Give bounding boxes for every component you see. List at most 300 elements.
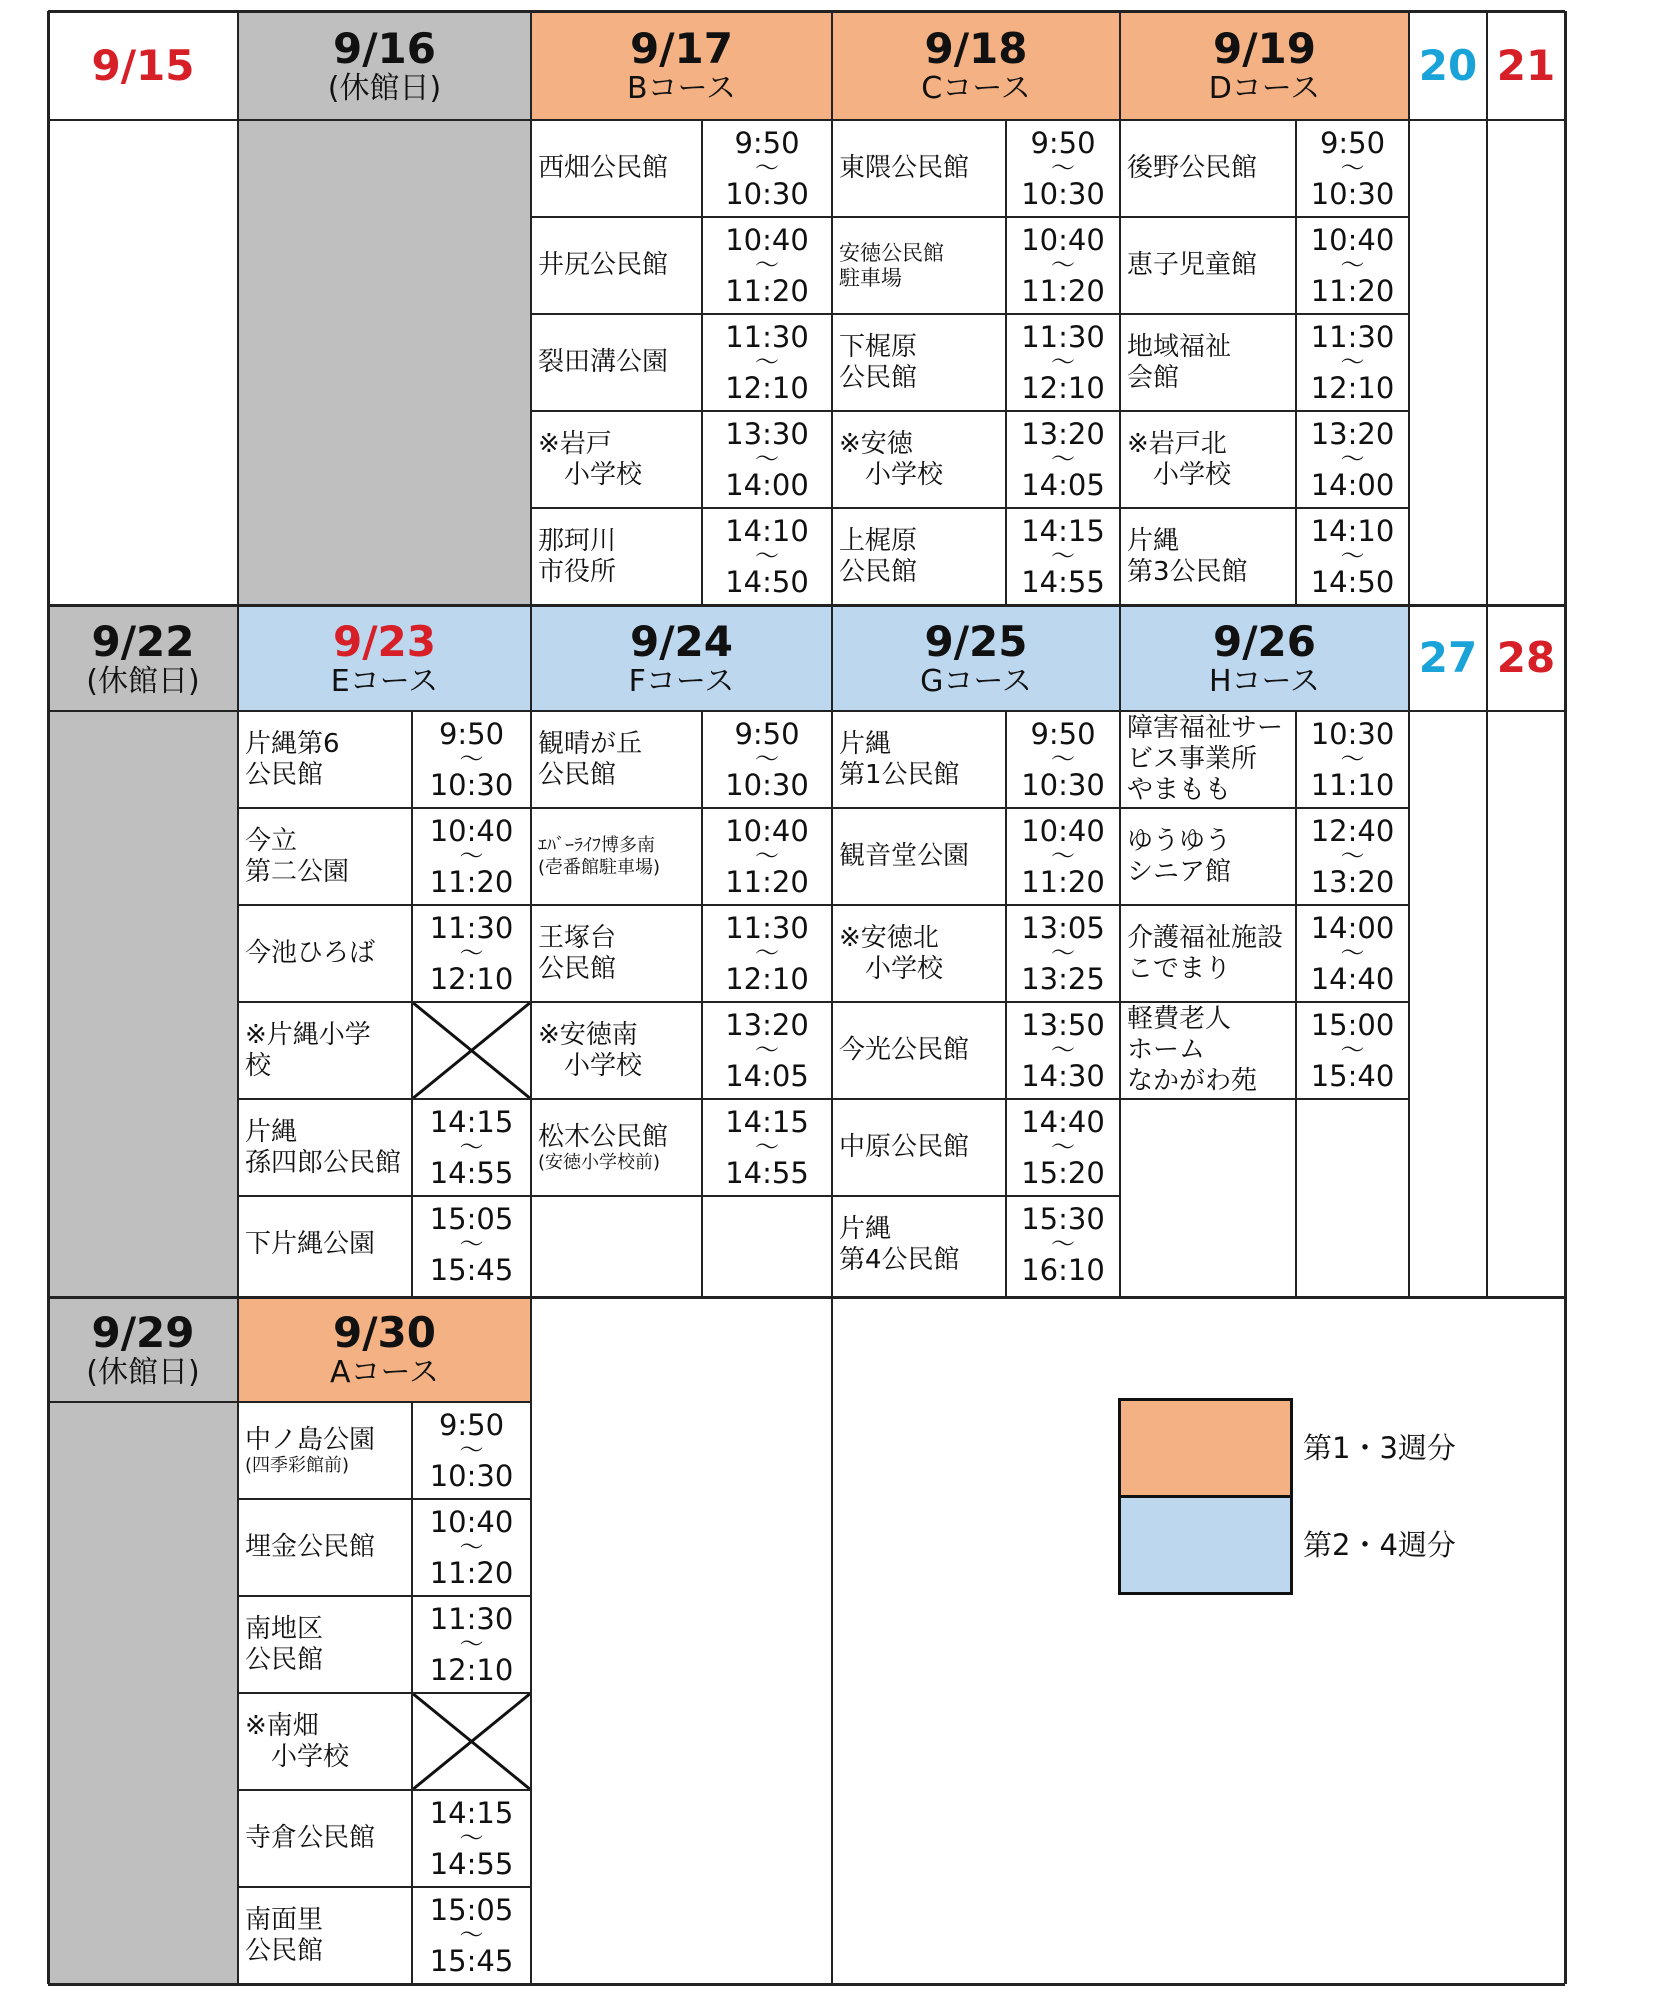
date-label: 27 xyxy=(1418,633,1478,683)
range-tilde: ～ xyxy=(459,1436,484,1465)
end-time: 15:45 xyxy=(429,1943,514,1978)
start-time: 15:00 xyxy=(1310,1007,1395,1042)
start-time: 10:40 xyxy=(1310,222,1395,257)
stop-name: 南地区 公民館 xyxy=(245,1613,324,1675)
stop-place xyxy=(1120,120,1296,217)
end-time: 12:10 xyxy=(429,1652,514,1687)
stop-place xyxy=(531,120,702,217)
stop-time xyxy=(1296,314,1409,411)
stop-place xyxy=(1120,411,1296,508)
grid-line xyxy=(531,313,1409,315)
end-time: 16:10 xyxy=(1021,1252,1105,1287)
end-time: 14:00 xyxy=(1310,467,1395,502)
grid-line xyxy=(1408,605,1410,1297)
range-tilde: ～ xyxy=(755,445,779,474)
end-time: 12:10 xyxy=(1310,370,1395,405)
end-time: 13:25 xyxy=(1021,961,1105,996)
end-time: 12:10 xyxy=(725,370,809,405)
date-label: 9/26 xyxy=(1212,616,1316,666)
range-tilde: ～ xyxy=(459,1533,484,1562)
grid-line xyxy=(1119,605,1121,1297)
course-label: Dコース xyxy=(1208,71,1321,107)
range-tilde: ～ xyxy=(1340,251,1365,280)
start-time: 9:50 xyxy=(734,125,800,160)
start-time: 13:05 xyxy=(1021,910,1105,945)
date-label: 9/29 xyxy=(91,1308,195,1358)
grid-line xyxy=(1295,711,1297,1297)
stop-time xyxy=(702,217,832,314)
start-time: 13:50 xyxy=(1021,1007,1105,1042)
stop-name: ※岩戸 小学校 xyxy=(538,428,643,490)
stop-name: 今立 第二公園 xyxy=(245,825,350,887)
stop-place xyxy=(1120,217,1296,314)
stop-name: 軽費老人 ホーム なかがわ苑 xyxy=(1127,1004,1258,1096)
range-tilde: ～ xyxy=(1340,842,1365,871)
start-time: 11:30 xyxy=(429,910,514,945)
course-label: Hコース xyxy=(1208,663,1321,699)
course-label: Fコース xyxy=(628,663,735,699)
stop-time xyxy=(412,1402,531,1499)
grid-line xyxy=(238,904,1120,906)
header-sat xyxy=(1409,11,1487,120)
cancelled-mark xyxy=(412,1693,531,1790)
legend-label xyxy=(1303,1398,1543,1495)
stop-place xyxy=(531,808,702,905)
end-time: 11:20 xyxy=(429,864,514,899)
start-time: 14:15 xyxy=(429,1104,514,1139)
stop-time xyxy=(412,711,531,808)
range-tilde: ～ xyxy=(1340,542,1365,571)
date-label: 20 xyxy=(1418,40,1478,90)
grid-line xyxy=(530,1297,532,1984)
start-time: 15:05 xyxy=(429,1201,514,1236)
range-tilde: ～ xyxy=(755,348,779,377)
stop-name: ※安徳北 小学校 xyxy=(839,922,944,984)
grid-line xyxy=(48,1296,1565,1299)
stop-name: 南面里 公民館 xyxy=(245,1904,324,1966)
stop-name: ※安徳 小学校 xyxy=(839,428,944,490)
grid-line xyxy=(531,216,1409,218)
header-sun xyxy=(1487,11,1565,120)
range-tilde: ～ xyxy=(1340,745,1365,774)
end-time: 10:30 xyxy=(725,176,809,211)
header-9-16 xyxy=(238,11,531,120)
grid-line xyxy=(238,1595,531,1597)
grid-line xyxy=(238,807,1120,809)
course-label: Gコース xyxy=(920,663,1032,699)
end-time: 14:55 xyxy=(429,1155,514,1190)
stop-place xyxy=(238,1499,412,1596)
range-tilde: ～ xyxy=(459,1630,484,1659)
course-label: Aコース xyxy=(329,1355,440,1391)
cross-icon xyxy=(412,1693,531,1790)
grid-line xyxy=(531,410,1409,412)
header-9-26 xyxy=(1120,605,1409,711)
start-time: 9:50 xyxy=(438,716,505,751)
end-time: 14:50 xyxy=(725,564,809,599)
stop-time xyxy=(1006,314,1120,411)
range-tilde: ～ xyxy=(1340,1036,1365,1065)
stop-time xyxy=(412,1099,531,1196)
cancelled-mark xyxy=(412,1002,531,1099)
stop-name: 片縄 孫四郎公民館 xyxy=(245,1116,402,1178)
end-time: 10:30 xyxy=(1021,767,1105,802)
range-tilde: ～ xyxy=(755,154,779,183)
stop-name: 片縄第6 公民館 xyxy=(245,728,340,790)
end-time: 14:55 xyxy=(1021,564,1105,599)
end-time: 14:55 xyxy=(429,1846,514,1881)
end-time: 12:10 xyxy=(725,961,809,996)
stop-time xyxy=(702,314,832,411)
grid-line xyxy=(831,1297,833,1984)
range-tilde: ～ xyxy=(755,542,779,571)
stop-time xyxy=(702,1099,832,1196)
grid-line xyxy=(237,605,239,1297)
date-label: 28 xyxy=(1496,633,1556,683)
stop-place xyxy=(238,1099,412,1196)
stop-name: 安徳公民館 駐車場 xyxy=(839,240,944,290)
header-9-24 xyxy=(531,605,832,711)
stop-time xyxy=(412,1790,531,1887)
start-time: 14:10 xyxy=(1310,513,1395,548)
stop-name: ゆうゆう シニア館 xyxy=(1127,825,1232,887)
grid-line xyxy=(47,11,50,1984)
stop-name: 下梶原 公民館 xyxy=(839,331,918,393)
range-tilde: ～ xyxy=(1051,1133,1075,1162)
stop-place xyxy=(1120,711,1296,808)
stop-place xyxy=(832,711,1006,808)
end-time: 14:05 xyxy=(1021,467,1105,502)
header-9-17 xyxy=(531,11,832,120)
stop-place xyxy=(531,217,702,314)
stop-place xyxy=(238,808,412,905)
grid-line xyxy=(411,711,413,1297)
header-sun xyxy=(1487,605,1565,711)
course-label: Eコース xyxy=(330,663,439,699)
grid-line xyxy=(701,711,703,1297)
stop-time xyxy=(702,411,832,508)
header-9-19 xyxy=(1120,11,1409,120)
end-time: 11:20 xyxy=(1021,273,1105,308)
grid-line xyxy=(48,604,1565,607)
stop-place xyxy=(1120,1002,1296,1099)
end-time: 14:40 xyxy=(1310,961,1395,996)
end-time: 15:40 xyxy=(1310,1058,1395,1093)
stop-name: 恵子児童館 xyxy=(1127,250,1258,281)
range-tilde: ～ xyxy=(755,842,779,871)
end-time: 14:30 xyxy=(1021,1058,1105,1093)
range-tilde: ～ xyxy=(459,1824,484,1853)
range-tilde: ～ xyxy=(459,1133,484,1162)
header-9-25 xyxy=(832,605,1120,711)
stop-place xyxy=(238,1196,412,1293)
grid-line xyxy=(530,11,532,605)
end-time: 15:20 xyxy=(1021,1155,1105,1190)
start-time: 10:30 xyxy=(1310,716,1395,751)
grid-line xyxy=(1120,807,1409,809)
grid-line xyxy=(1005,711,1007,1297)
grid-line xyxy=(1119,11,1121,605)
start-time: 10:40 xyxy=(725,222,809,257)
start-time: 9:50 xyxy=(438,1407,505,1442)
date-label: 9/25 xyxy=(924,616,1028,666)
grid-line xyxy=(1005,120,1007,605)
start-time: 11:30 xyxy=(725,319,809,354)
start-time: 12:40 xyxy=(1310,813,1395,848)
stop-place xyxy=(1120,508,1296,605)
stop-name: 王塚台 公民館 xyxy=(538,922,617,984)
stop-time xyxy=(412,1887,531,1984)
start-time: 9:50 xyxy=(1030,125,1096,160)
stop-time xyxy=(1296,905,1409,1002)
stop-name: 障害福祉サー ビス事業所 やまもも xyxy=(1127,713,1284,805)
range-tilde: ～ xyxy=(1340,154,1365,183)
stop-name: 上梶原 公民館 xyxy=(839,525,918,587)
stop-name: 片縄 第3公民館 xyxy=(1127,525,1248,587)
range-tilde: ～ xyxy=(1051,842,1075,871)
stop-name: 那珂川 市役所 xyxy=(538,525,617,587)
grid-line xyxy=(237,1297,239,1984)
range-tilde: ～ xyxy=(1340,348,1365,377)
legend-swatch xyxy=(1118,1495,1293,1595)
stop-name: 後野公民館 xyxy=(1127,153,1258,184)
end-time: 15:45 xyxy=(429,1252,514,1287)
stop-time xyxy=(412,808,531,905)
stop-place xyxy=(832,411,1006,508)
range-tilde: ～ xyxy=(459,842,484,871)
grid-line xyxy=(701,120,703,605)
range-tilde: ～ xyxy=(755,1133,779,1162)
start-time: 13:20 xyxy=(725,1007,809,1042)
stop-time xyxy=(702,120,832,217)
grid-line xyxy=(1295,120,1297,605)
stop-name: 西畑公民館 xyxy=(538,153,669,184)
stop-name: 観音堂公園 xyxy=(839,841,970,872)
grid-line xyxy=(831,11,833,605)
date-label: 9/18 xyxy=(924,24,1028,74)
start-time: 14:10 xyxy=(725,513,809,548)
stop-name: 片縄 第4公民館 xyxy=(839,1213,960,1275)
grid-line xyxy=(238,1498,531,1500)
stop-place xyxy=(531,711,702,808)
stop-subnote: (安徳小学校前) xyxy=(538,1151,661,1173)
end-time: 14:00 xyxy=(725,467,809,502)
stop-place xyxy=(238,711,412,808)
date-label: 21 xyxy=(1496,40,1556,90)
stop-name: 地域福祉 会館 xyxy=(1127,331,1232,393)
grid-line xyxy=(48,1983,1565,1986)
stop-place xyxy=(832,120,1006,217)
date-label: 9/19 xyxy=(1212,24,1316,74)
start-time: 10:40 xyxy=(429,813,514,848)
start-time: 14:40 xyxy=(1021,1104,1105,1139)
stop-time xyxy=(1006,508,1120,605)
stop-place xyxy=(832,508,1006,605)
stop-name: 観晴が丘 公民館 xyxy=(538,728,643,790)
start-time: 11:30 xyxy=(1310,319,1395,354)
header-sat xyxy=(1409,605,1487,711)
stop-place xyxy=(531,508,702,605)
header-9-29 xyxy=(48,1297,238,1402)
date-label: 9/30 xyxy=(332,1308,436,1358)
stop-time xyxy=(1006,808,1120,905)
header-9-18 xyxy=(832,11,1120,120)
stop-time xyxy=(1296,808,1409,905)
grid-line xyxy=(238,1001,1120,1003)
date-label: 9/17 xyxy=(629,24,733,74)
end-time: 11:20 xyxy=(1310,273,1395,308)
end-time: 14:50 xyxy=(1310,564,1395,599)
start-time: 10:40 xyxy=(1021,222,1105,257)
stop-place xyxy=(238,1002,412,1099)
stop-place xyxy=(238,1693,412,1790)
grid-line xyxy=(237,11,239,605)
stop-name: 今池ひろば xyxy=(245,938,376,969)
closed-note: (休館日) xyxy=(86,1355,200,1391)
stop-name: 埋金公民館 xyxy=(245,1532,376,1563)
header-9-23 xyxy=(238,605,531,711)
start-time: 9:50 xyxy=(1319,125,1386,160)
stop-name: 松木公民館 xyxy=(538,1122,669,1153)
stop-time xyxy=(1006,120,1120,217)
range-tilde: ～ xyxy=(755,251,779,280)
stop-subnote: (四季彩館前) xyxy=(245,1454,350,1476)
stop-time xyxy=(412,1596,531,1693)
stop-name: ※片縄小学 校 xyxy=(245,1019,371,1081)
start-time: 13:30 xyxy=(725,416,809,451)
stop-place xyxy=(531,411,702,508)
stop-time xyxy=(1296,508,1409,605)
range-tilde: ～ xyxy=(755,939,779,968)
start-time: 15:30 xyxy=(1021,1201,1105,1236)
stop-time xyxy=(1296,1002,1409,1099)
end-time: 12:10 xyxy=(1021,370,1105,405)
start-time: 14:15 xyxy=(725,1104,809,1139)
range-tilde: ～ xyxy=(459,1230,484,1259)
stop-place xyxy=(1120,314,1296,411)
start-time: 10:40 xyxy=(429,1504,514,1539)
date-label: 9/22 xyxy=(91,616,195,666)
date-label: 9/16 xyxy=(332,24,436,74)
end-time: 10:30 xyxy=(1021,176,1105,211)
end-time: 12:10 xyxy=(429,961,514,996)
closed-day-fill xyxy=(48,711,238,1297)
range-tilde: ～ xyxy=(1051,1036,1075,1065)
stop-name: ｴﾊﾞｰﾗｲﾌ博多南 (壱番館駐車場) xyxy=(538,835,661,878)
stop-time xyxy=(1296,217,1409,314)
course-label: Cコース xyxy=(921,71,1031,107)
date-label: 9/23 xyxy=(332,616,436,666)
date-label: 9/24 xyxy=(629,616,733,666)
stop-time xyxy=(1296,711,1409,808)
stop-name: 裂田溝公園 xyxy=(538,347,669,378)
stop-time xyxy=(702,711,832,808)
end-time: 14:05 xyxy=(725,1058,809,1093)
grid-line xyxy=(238,1692,531,1694)
start-time: 13:20 xyxy=(1310,416,1395,451)
stop-name: 東隈公民館 xyxy=(839,153,970,184)
stop-place xyxy=(531,1099,702,1196)
legend-swatch xyxy=(1118,1398,1293,1498)
legend-text: 第1・3週分 xyxy=(1303,1431,1456,1465)
stop-time xyxy=(412,1499,531,1596)
range-tilde: ～ xyxy=(1051,1230,1075,1259)
closed-day-fill xyxy=(48,1402,238,1984)
stop-place xyxy=(238,1402,412,1499)
end-time: 11:20 xyxy=(429,1555,514,1590)
end-time: 11:20 xyxy=(725,864,809,899)
stop-time xyxy=(1006,217,1120,314)
end-time: 11:10 xyxy=(1310,767,1395,802)
grid-line xyxy=(1120,1001,1409,1003)
grid-line xyxy=(238,1195,1120,1197)
grid-line xyxy=(530,605,532,1297)
range-tilde: ～ xyxy=(1051,445,1075,474)
legend-text: 第2・4週分 xyxy=(1303,1528,1456,1562)
grid-line xyxy=(1120,1098,1409,1100)
start-time: 9:50 xyxy=(1030,716,1096,751)
start-time: 14:15 xyxy=(429,1795,514,1830)
stop-time xyxy=(1006,411,1120,508)
stop-time xyxy=(1006,1002,1120,1099)
stop-time xyxy=(1006,905,1120,1002)
stop-name: ※南畑 小学校 xyxy=(245,1710,350,1772)
grid-line xyxy=(1408,11,1410,605)
stop-name: 片縄 第1公民館 xyxy=(839,728,960,790)
range-tilde: ～ xyxy=(1340,445,1365,474)
end-time: 10:30 xyxy=(429,767,514,802)
stop-name: 中原公民館 xyxy=(839,1132,970,1163)
start-time: 11:30 xyxy=(1021,319,1105,354)
stop-time xyxy=(702,808,832,905)
end-time: 14:55 xyxy=(725,1155,809,1190)
range-tilde: ～ xyxy=(1051,542,1075,571)
stop-place xyxy=(832,1196,1006,1293)
stop-name: 寺倉公民館 xyxy=(245,1823,376,1854)
closed-note: (休館日) xyxy=(86,663,200,699)
stop-name: ※安徳南 小学校 xyxy=(538,1019,643,1081)
stop-name: ※岩戸北 小学校 xyxy=(1127,428,1232,490)
end-time: 10:30 xyxy=(1310,176,1395,211)
stop-time xyxy=(412,1196,531,1293)
grid-line xyxy=(831,605,833,1297)
stop-time xyxy=(1296,120,1409,217)
stop-name: 井尻公民館 xyxy=(538,250,669,281)
range-tilde: ～ xyxy=(1051,348,1075,377)
start-time: 9:50 xyxy=(734,716,800,751)
end-time: 11:20 xyxy=(1021,864,1105,899)
grid-line xyxy=(1486,605,1488,1297)
stop-time xyxy=(1006,1196,1120,1293)
grid-line xyxy=(48,1401,531,1403)
start-time: 11:30 xyxy=(725,910,809,945)
course-label: Bコース xyxy=(626,71,737,107)
range-tilde: ～ xyxy=(459,745,484,774)
date-label: 9/15 xyxy=(91,40,195,90)
range-tilde: ～ xyxy=(459,1921,484,1950)
range-tilde: ～ xyxy=(1051,251,1075,280)
start-time: 14:15 xyxy=(1021,513,1105,548)
stop-place xyxy=(238,905,412,1002)
stop-time xyxy=(702,508,832,605)
range-tilde: ～ xyxy=(1051,154,1075,183)
legend-label xyxy=(1303,1495,1543,1592)
grid-line xyxy=(238,1098,1120,1100)
stop-place xyxy=(238,1790,412,1887)
stop-place xyxy=(1120,905,1296,1002)
start-time: 13:20 xyxy=(1021,416,1105,451)
grid-line xyxy=(238,1886,531,1888)
